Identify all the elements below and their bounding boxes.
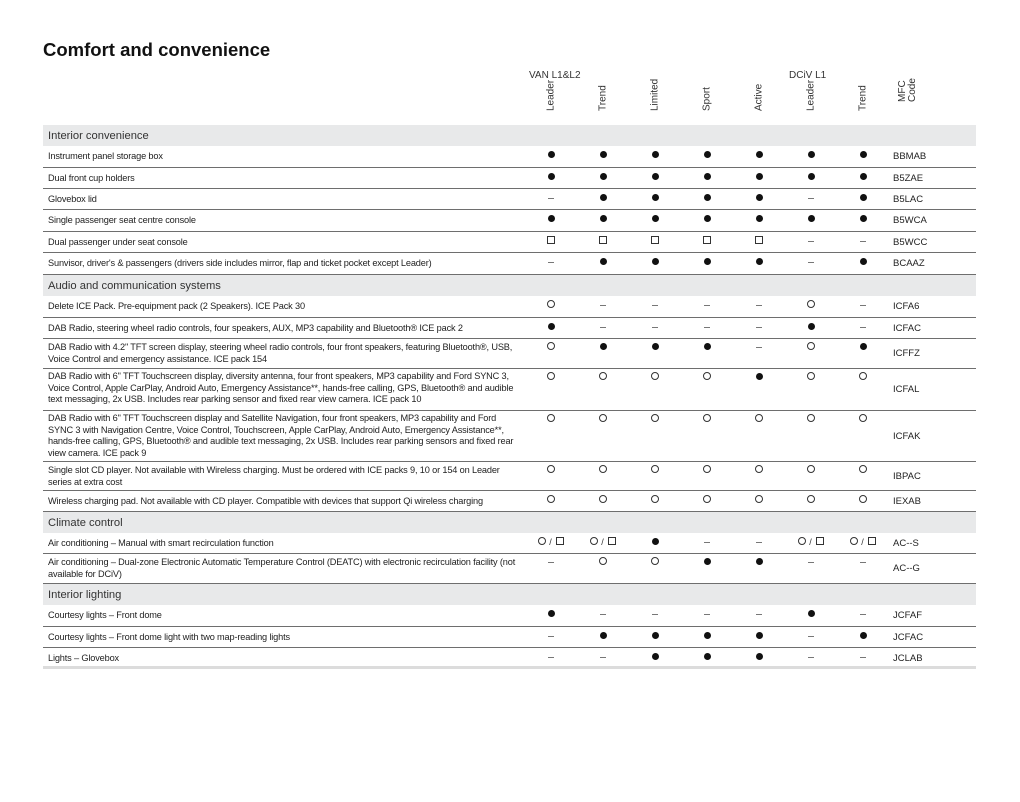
- optional-circle-icon: [687, 372, 727, 383]
- feature-label: DAB Radio with 6" TFT Touchscreen display, diversity antenna, four front speakers, MP3 capability and Ford SYNC 3, Voice Control, Apple CarPlay, Android Auto, Emergency Assistance**, hands-free calling, GPS, Bluetooth® and audible text messaging, 2x USB. Includes rear parking sensor and fixed rear view camera. ICE pack 10: [48, 371, 514, 405]
- not-available-dash-icon: [843, 300, 883, 311]
- feature-label: DAB Radio with 4.2" TFT screen display, steering wheel radio controls, four front speakers, featuring Bluetooth®, USB, Voice Control and emergency assistance. ICE pack 154: [48, 342, 513, 364]
- standard-dot-icon: [531, 150, 571, 161]
- table-row: [43, 146, 976, 168]
- table-row: [43, 369, 976, 411]
- feature-label: Wireless charging pad. Not available with CD player. Compatible with devices that support Qi wireless charging: [48, 496, 483, 506]
- optional-circle-icon: [531, 495, 571, 506]
- optional-circle-icon: [687, 414, 727, 425]
- optional-circle-icon: [583, 495, 623, 506]
- standard-dot-icon: [791, 172, 831, 183]
- standard-dot-icon: [791, 150, 831, 161]
- optional-circle-icon: [791, 300, 831, 311]
- not-available-dash-icon: [531, 652, 571, 663]
- optional-or-pack-icon: /: [791, 537, 831, 548]
- optional-circle-icon: [791, 342, 831, 353]
- feature-label: Glovebox lid: [48, 194, 97, 204]
- optional-or-pack-icon: /: [531, 537, 571, 548]
- mfc-code: B5WCA: [893, 215, 927, 226]
- mfc-code: ICFAL: [893, 384, 920, 395]
- standard-dot-icon: [791, 322, 831, 333]
- table-row: [43, 533, 976, 554]
- standard-dot-icon: [687, 257, 727, 268]
- table-row: [43, 318, 976, 339]
- not-available-dash-icon: [531, 257, 571, 268]
- optional-circle-icon: [843, 414, 883, 425]
- standard-dot-icon: [531, 322, 571, 333]
- column-header: Sport: [701, 87, 713, 111]
- feature-label: DAB Radio with 6" TFT Touchscreen display and Satellite Navigation, four front speakers, MP3 capability and Ford SYNC 3 with Navigation Centre, Voice Control, Touchscreen, Apple CarPlay, Android Auto, Emergency Assistance**, hands-free calling, GPS, Bluetooth® and audible text messaging, 2x USB. Includes rear parking sensors and fixed rear view camera. ICE pack 9: [48, 413, 514, 458]
- mfc-code: IEXAB: [893, 496, 921, 507]
- standard-dot-icon: [687, 652, 727, 663]
- not-available-dash-icon: [583, 652, 623, 663]
- column-header: Active: [753, 83, 765, 111]
- optional-circle-icon: [791, 372, 831, 383]
- not-available-dash-icon: [739, 342, 779, 353]
- optional-circle-icon: [687, 495, 727, 506]
- feature-label: Sunvisor, driver's & passengers (drivers side includes mirror, flap and ticket pocket except Leader): [48, 258, 432, 268]
- optional-circle-icon: [583, 372, 623, 383]
- not-available-dash-icon: [739, 322, 779, 333]
- not-available-dash-icon: [531, 557, 571, 568]
- optional-circle-icon: [583, 465, 623, 476]
- feature-label: DAB Radio, steering wheel radio controls, four speakers, AUX, MP3 capability and Bluetooth® ICE pack 2: [48, 323, 463, 333]
- optional-circle-icon: [739, 495, 779, 506]
- not-available-dash-icon: [791, 652, 831, 663]
- optional-circle-icon: [531, 342, 571, 353]
- not-available-dash-icon: [791, 631, 831, 642]
- optional-circle-icon: [583, 414, 623, 425]
- mfc-code: JCLAB: [893, 653, 923, 664]
- mfc-code: ICFAC: [893, 323, 921, 334]
- table-row: [43, 232, 976, 253]
- mfc-code: BBMAB: [893, 151, 927, 162]
- mfc-code: AC--G: [893, 563, 920, 574]
- not-available-dash-icon: [739, 609, 779, 620]
- table-row: [43, 210, 976, 232]
- not-available-dash-icon: [635, 300, 675, 311]
- column-header: Leader: [545, 79, 557, 111]
- not-available-dash-icon: [687, 322, 727, 333]
- standard-dot-icon: [583, 214, 623, 225]
- feature-label: Delete ICE Pack. Pre-equipment pack (2 Speakers). ICE Pack 30: [48, 301, 305, 311]
- option-pack-square-icon: [583, 236, 623, 247]
- optional-circle-icon: [791, 465, 831, 476]
- option-pack-square-icon: [531, 236, 571, 247]
- mfc-code: B5WCC: [893, 237, 928, 248]
- optional-circle-icon: [635, 414, 675, 425]
- mfc-code: IBPAC: [893, 471, 921, 482]
- standard-dot-icon: [739, 631, 779, 642]
- standard-dot-icon: [791, 214, 831, 225]
- standard-dot-icon: [843, 631, 883, 642]
- optional-circle-icon: [739, 414, 779, 425]
- feature-label: Lights – Glovebox: [48, 653, 119, 663]
- standard-dot-icon: [843, 193, 883, 204]
- option-pack-square-icon: [739, 236, 779, 247]
- standard-dot-icon: [739, 257, 779, 268]
- not-available-dash-icon: [791, 193, 831, 204]
- table-row: [43, 168, 976, 189]
- table-row: [43, 554, 976, 584]
- not-available-dash-icon: [583, 322, 623, 333]
- not-available-dash-icon: [791, 257, 831, 268]
- feature-label: Single slot CD player. Not available with Wireless charging. Must be ordered with ICE packs 9, 10 or 154 on Leader series at extra cost: [48, 465, 500, 487]
- mfc-code: B5ZAE: [893, 173, 924, 184]
- standard-dot-icon: [843, 342, 883, 353]
- mfc-code: JCFAF: [893, 610, 923, 621]
- not-available-dash-icon: [843, 652, 883, 663]
- section-header: Audio and communication systems: [43, 275, 976, 296]
- table-row: [43, 189, 976, 210]
- section-header: Interior lighting: [43, 584, 976, 605]
- mfc-code: ICFFZ: [893, 348, 920, 359]
- standard-dot-icon: [635, 150, 675, 161]
- not-available-dash-icon: [635, 609, 675, 620]
- column-group-van: VAN L1&L2: [529, 70, 581, 81]
- column-header: Limited: [649, 78, 661, 111]
- table-row: [43, 296, 976, 318]
- standard-dot-icon: [739, 372, 779, 383]
- standard-dot-icon: [739, 557, 779, 568]
- standard-dot-icon: [843, 150, 883, 161]
- feature-label: Air conditioning – Manual with smart recirculation function: [48, 538, 274, 548]
- not-available-dash-icon: [843, 557, 883, 568]
- optional-circle-icon: [843, 465, 883, 476]
- column-header-mfc-code: MFC Code: [897, 78, 918, 102]
- not-available-dash-icon: [843, 236, 883, 247]
- standard-dot-icon: [687, 150, 727, 161]
- feature-label: Courtesy lights – Front dome: [48, 610, 162, 620]
- feature-label: Instrument panel storage box: [48, 151, 163, 161]
- mfc-code: B5LAC: [893, 194, 924, 205]
- column-group-dciv: DCiV L1: [789, 70, 827, 81]
- standard-dot-icon: [583, 631, 623, 642]
- standard-dot-icon: [583, 193, 623, 204]
- standard-dot-icon: [687, 342, 727, 353]
- table-row: [43, 462, 976, 491]
- not-available-dash-icon: [843, 322, 883, 333]
- feature-label: Dual passenger under seat console: [48, 237, 188, 247]
- standard-dot-icon: [583, 172, 623, 183]
- table-row: [43, 411, 976, 462]
- standard-dot-icon: [583, 342, 623, 353]
- feature-label: Dual front cup holders: [48, 173, 135, 183]
- not-available-dash-icon: [687, 537, 727, 548]
- optional-circle-icon: [739, 465, 779, 476]
- mfc-code: AC--S: [893, 538, 919, 549]
- feature-label: Single passenger seat centre console: [48, 215, 196, 225]
- standard-dot-icon: [635, 193, 675, 204]
- mfc-code: BCAAZ: [893, 258, 925, 269]
- section-header: Climate control: [43, 512, 976, 533]
- table-row: [43, 627, 976, 648]
- standard-dot-icon: [739, 652, 779, 663]
- standard-dot-icon: [531, 172, 571, 183]
- standard-dot-icon: [531, 609, 571, 620]
- optional-circle-icon: [687, 465, 727, 476]
- not-available-dash-icon: [843, 609, 883, 620]
- optional-circle-icon: [635, 465, 675, 476]
- not-available-dash-icon: [791, 236, 831, 247]
- column-header: Trend: [597, 85, 609, 111]
- not-available-dash-icon: [791, 557, 831, 568]
- mfc-code: ICFA6: [893, 301, 920, 312]
- not-available-dash-icon: [687, 300, 727, 311]
- option-pack-square-icon: [635, 236, 675, 247]
- standard-dot-icon: [635, 172, 675, 183]
- standard-dot-icon: [791, 609, 831, 620]
- optional-or-pack-icon: /: [843, 537, 883, 548]
- spec-table: [43, 125, 976, 669]
- optional-circle-icon: [843, 495, 883, 506]
- optional-circle-icon: [791, 495, 831, 506]
- standard-dot-icon: [687, 172, 727, 183]
- table-row: [43, 339, 976, 369]
- standard-dot-icon: [635, 652, 675, 663]
- mfc-code: JCFAC: [893, 632, 924, 643]
- standard-dot-icon: [843, 214, 883, 225]
- standard-dot-icon: [635, 631, 675, 642]
- mfc-code: ICFAK: [893, 431, 921, 442]
- optional-circle-icon: [791, 414, 831, 425]
- not-available-dash-icon: [687, 609, 727, 620]
- table-row: [43, 491, 976, 512]
- not-available-dash-icon: [531, 631, 571, 642]
- optional-circle-icon: [531, 372, 571, 383]
- not-available-dash-icon: [635, 322, 675, 333]
- optional-circle-icon: [531, 414, 571, 425]
- standard-dot-icon: [531, 214, 571, 225]
- standard-dot-icon: [739, 172, 779, 183]
- feature-label: Courtesy lights – Front dome light with two map-reading lights: [48, 632, 290, 642]
- standard-dot-icon: [635, 257, 675, 268]
- standard-dot-icon: [687, 631, 727, 642]
- option-pack-square-icon: [687, 236, 727, 247]
- standard-dot-icon: [687, 557, 727, 568]
- not-available-dash-icon: [739, 537, 779, 548]
- column-header: Leader: [805, 79, 817, 111]
- optional-circle-icon: [635, 372, 675, 383]
- standard-dot-icon: [843, 172, 883, 183]
- standard-dot-icon: [739, 214, 779, 225]
- standard-dot-icon: [635, 342, 675, 353]
- page-title: Comfort and convenience: [43, 39, 271, 60]
- standard-dot-icon: [739, 193, 779, 204]
- optional-circle-icon: [843, 372, 883, 383]
- not-available-dash-icon: [531, 193, 571, 204]
- not-available-dash-icon: [739, 300, 779, 311]
- optional-circle-icon: [531, 300, 571, 311]
- section-header: Interior convenience: [43, 125, 976, 146]
- table-row: [43, 648, 976, 669]
- standard-dot-icon: [739, 150, 779, 161]
- optional-circle-icon: [635, 557, 675, 568]
- not-available-dash-icon: [583, 609, 623, 620]
- standard-dot-icon: [583, 257, 623, 268]
- standard-dot-icon: [635, 214, 675, 225]
- standard-dot-icon: [687, 214, 727, 225]
- standard-dot-icon: [843, 257, 883, 268]
- not-available-dash-icon: [583, 300, 623, 311]
- optional-or-pack-icon: /: [583, 537, 623, 548]
- table-row: [43, 253, 976, 275]
- column-header: Trend: [857, 85, 869, 111]
- standard-dot-icon: [635, 537, 675, 548]
- standard-dot-icon: [583, 150, 623, 161]
- standard-dot-icon: [687, 193, 727, 204]
- table-row: [43, 605, 976, 627]
- optional-circle-icon: [531, 465, 571, 476]
- optional-circle-icon: [583, 557, 623, 568]
- optional-circle-icon: [635, 495, 675, 506]
- feature-label: Air conditioning – Dual-zone Electronic Automatic Temperature Control (DEATC) with electronic recirculation facility (not available for DCiV): [48, 557, 516, 579]
